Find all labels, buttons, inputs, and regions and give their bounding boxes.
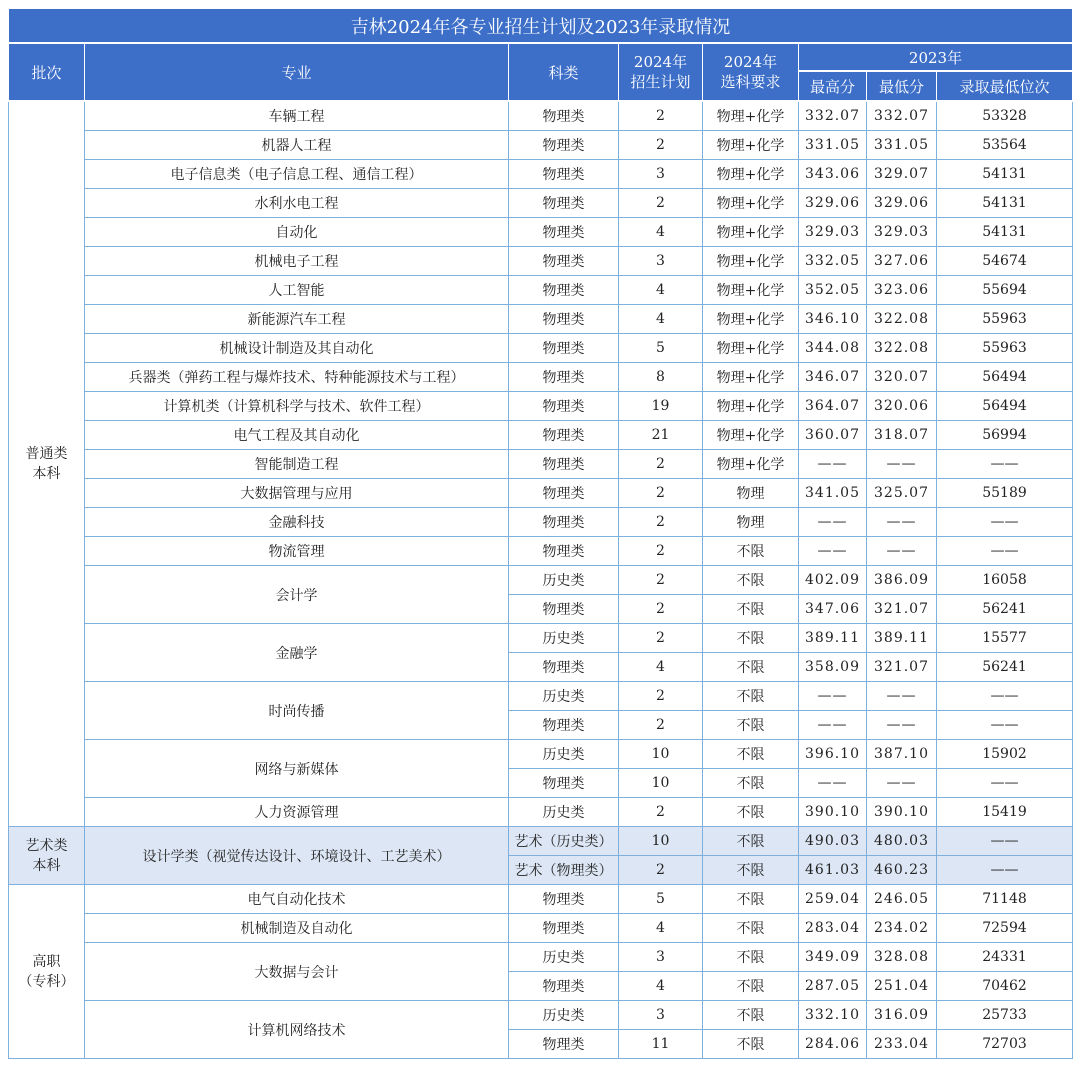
batch-art-line2: 本科	[32, 857, 61, 874]
table-row	[9, 827, 1073, 856]
category-cell: 物理类	[509, 769, 619, 798]
category-cell: 物理类	[509, 101, 619, 131]
max-score-cell: 346.07	[799, 363, 867, 392]
max-score-cell: ——	[799, 508, 867, 537]
min-score-cell: 320.07	[867, 363, 937, 392]
category-cell: 物理类	[509, 653, 619, 682]
subject-requirement-cell: 不限	[703, 856, 799, 885]
category-cell: 物理类	[509, 131, 619, 160]
major-name: 网络与新媒体	[85, 740, 509, 798]
category-cell: 物理类	[509, 914, 619, 943]
max-score-cell: 332.07	[799, 101, 867, 131]
subject-requirement-cell: 不限	[703, 943, 799, 972]
category-cell: 历史类	[509, 740, 619, 769]
subject-requirement-cell: 不限	[703, 711, 799, 740]
subject-requirement-cell: 物理+化学	[703, 101, 799, 131]
max-score-cell: 396.10	[799, 740, 867, 769]
min-score-cell: 321.07	[867, 595, 937, 624]
header-plan	[619, 43, 703, 101]
min-rank-cell: 56241	[937, 653, 1073, 682]
table-row	[9, 276, 1073, 305]
min-rank-cell: 54131	[937, 160, 1073, 189]
table-row	[9, 392, 1073, 421]
min-score-cell: 460.23	[867, 856, 937, 885]
subject-requirement-cell: 不限	[703, 566, 799, 595]
category-cell: 物理类	[509, 885, 619, 914]
major-name: 电子信息类（电子信息工程、通信工程）	[85, 160, 509, 189]
major-name: 金融科技	[85, 508, 509, 537]
category-cell: 艺术（历史类）	[509, 827, 619, 856]
category-cell: 历史类	[509, 682, 619, 711]
plan-count-cell: 4	[619, 276, 703, 305]
category-cell: 物理类	[509, 450, 619, 479]
min-rank-cell: 16058	[937, 566, 1073, 595]
major-name: 计算机网络技术	[85, 1001, 509, 1059]
min-score-cell: 325.07	[867, 479, 937, 508]
category-cell: 历史类	[509, 624, 619, 653]
subject-requirement-cell: 物理+化学	[703, 305, 799, 334]
min-score-cell: ——	[867, 508, 937, 537]
min-score-cell: 389.11	[867, 624, 937, 653]
max-score-cell: 364.07	[799, 392, 867, 421]
subject-requirement-cell: 不限	[703, 682, 799, 711]
table-row	[9, 566, 1073, 595]
max-score-cell: 329.03	[799, 218, 867, 247]
subject-requirement-cell: 不限	[703, 972, 799, 1001]
min-rank-cell: 70462	[937, 972, 1073, 1001]
min-rank-cell: ——	[937, 682, 1073, 711]
table-row	[9, 624, 1073, 653]
min-score-cell: 480.03	[867, 827, 937, 856]
table-row	[9, 101, 1073, 131]
table-row	[9, 334, 1073, 363]
major-name: 电气工程及其自动化	[85, 421, 509, 450]
subject-requirement-cell: 物理+化学	[703, 363, 799, 392]
min-score-cell: ——	[867, 450, 937, 479]
plan-count-cell: 10	[619, 827, 703, 856]
plan-count-cell: 2	[619, 450, 703, 479]
plan-count-cell: 10	[619, 769, 703, 798]
max-score-cell: 332.05	[799, 247, 867, 276]
max-score-cell: ——	[799, 769, 867, 798]
subject-requirement-cell: 不限	[703, 1001, 799, 1030]
plan-count-cell: 2	[619, 131, 703, 160]
min-score-cell: 316.09	[867, 1001, 937, 1030]
table-row	[9, 421, 1073, 450]
plan-count-cell: 2	[619, 508, 703, 537]
min-rank-cell: ——	[937, 769, 1073, 798]
header-max-score: 最高分	[799, 71, 867, 101]
category-cell: 物理类	[509, 1030, 619, 1059]
table-row	[9, 1001, 1073, 1030]
batch-vocational-line2: （专科）	[18, 973, 75, 990]
major-name: 电气自动化技术	[85, 885, 509, 914]
category-cell: 物理类	[509, 421, 619, 450]
category-cell: 物理类	[509, 276, 619, 305]
header-min-rank: 录取最低位次	[937, 71, 1073, 101]
max-score-cell: 360.07	[799, 421, 867, 450]
major-name: 大数据与会计	[85, 943, 509, 1001]
category-cell: 物理类	[509, 189, 619, 218]
subject-requirement-cell: 不限	[703, 827, 799, 856]
max-score-cell: 358.09	[799, 653, 867, 682]
header-year-2023: 2023年	[799, 43, 1073, 71]
min-score-cell: 390.10	[867, 798, 937, 827]
header-category: 科类	[509, 43, 619, 101]
plan-count-cell: 4	[619, 305, 703, 334]
max-score-cell: 284.06	[799, 1030, 867, 1059]
min-score-cell: 387.10	[867, 740, 937, 769]
min-rank-cell: 54131	[937, 189, 1073, 218]
min-rank-cell: 15902	[937, 740, 1073, 769]
major-name: 大数据管理与应用	[85, 479, 509, 508]
max-score-cell: ——	[799, 450, 867, 479]
category-cell: 物理类	[509, 392, 619, 421]
header-plan-line2: 招生计划	[630, 73, 691, 91]
header-plan-line1: 2024年	[633, 53, 688, 71]
batch-vocational	[9, 885, 85, 1059]
subject-requirement-cell: 物理+化学	[703, 334, 799, 363]
subject-requirement-cell: 物理+化学	[703, 421, 799, 450]
min-rank-cell: ——	[937, 827, 1073, 856]
min-rank-cell: 71148	[937, 885, 1073, 914]
plan-count-cell: 2	[619, 624, 703, 653]
major-name: 智能制造工程	[85, 450, 509, 479]
subject-requirement-cell: 物理+化学	[703, 276, 799, 305]
plan-count-cell: 2	[619, 101, 703, 131]
max-score-cell: 349.09	[799, 943, 867, 972]
subject-requirement-cell: 不限	[703, 537, 799, 566]
plan-count-cell: 4	[619, 972, 703, 1001]
plan-count-cell: 5	[619, 334, 703, 363]
category-cell: 物理类	[509, 508, 619, 537]
major-name: 金融学	[85, 624, 509, 682]
admission-table	[8, 8, 1073, 1059]
batch-regular	[9, 101, 85, 827]
table-row	[9, 508, 1073, 537]
plan-count-cell: 4	[619, 218, 703, 247]
category-cell: 历史类	[509, 943, 619, 972]
plan-count-cell: 2	[619, 566, 703, 595]
min-rank-cell: 55963	[937, 334, 1073, 363]
table-row	[9, 885, 1073, 914]
plan-count-cell: 2	[619, 798, 703, 827]
max-score-cell: 343.06	[799, 160, 867, 189]
major-name: 设计学类（视觉传达设计、环境设计、工艺美术）	[85, 827, 509, 885]
table-title: 吉林2024年各专业招生计划及2023年录取情况	[9, 9, 1073, 44]
min-score-cell: ——	[867, 537, 937, 566]
major-name: 物流管理	[85, 537, 509, 566]
max-score-cell: 461.03	[799, 856, 867, 885]
plan-count-cell: 10	[619, 740, 703, 769]
category-cell: 物理类	[509, 218, 619, 247]
min-rank-cell: 55694	[937, 276, 1073, 305]
category-cell: 物理类	[509, 711, 619, 740]
min-rank-cell: ——	[937, 450, 1073, 479]
min-rank-cell: 55189	[937, 479, 1073, 508]
max-score-cell: 287.05	[799, 972, 867, 1001]
min-score-cell: 322.08	[867, 305, 937, 334]
min-rank-cell: 72594	[937, 914, 1073, 943]
major-name: 人力资源管理	[85, 798, 509, 827]
min-score-cell: 318.07	[867, 421, 937, 450]
subject-requirement-cell: 不限	[703, 595, 799, 624]
subject-requirement-cell: 不限	[703, 914, 799, 943]
max-score-cell: 389.11	[799, 624, 867, 653]
max-score-cell: 346.10	[799, 305, 867, 334]
min-rank-cell: 56494	[937, 392, 1073, 421]
subject-requirement-cell: 物理+化学	[703, 160, 799, 189]
min-score-cell: ——	[867, 682, 937, 711]
plan-count-cell: 3	[619, 247, 703, 276]
subject-requirement-cell: 物理	[703, 479, 799, 508]
min-score-cell: 246.05	[867, 885, 937, 914]
max-score-cell: 259.04	[799, 885, 867, 914]
max-score-cell: 332.10	[799, 1001, 867, 1030]
table-row	[9, 537, 1073, 566]
table-row	[9, 914, 1073, 943]
plan-count-cell: 2	[619, 479, 703, 508]
batch-regular-line1: 普通类	[25, 446, 68, 462]
category-cell: 历史类	[509, 1001, 619, 1030]
min-score-cell: ——	[867, 769, 937, 798]
plan-count-cell: 4	[619, 653, 703, 682]
min-rank-cell: 25733	[937, 1001, 1073, 1030]
table-row	[9, 479, 1073, 508]
category-cell: 物理类	[509, 595, 619, 624]
table-row	[9, 131, 1073, 160]
min-rank-cell: 56241	[937, 595, 1073, 624]
category-cell: 物理类	[509, 334, 619, 363]
table-row	[9, 450, 1073, 479]
min-score-cell: 331.05	[867, 131, 937, 160]
max-score-cell: 329.06	[799, 189, 867, 218]
category-cell: 艺术（物理类）	[509, 856, 619, 885]
plan-count-cell: 4	[619, 914, 703, 943]
major-name: 新能源汽车工程	[85, 305, 509, 334]
min-rank-cell: 56494	[937, 363, 1073, 392]
plan-count-cell: 2	[619, 595, 703, 624]
subject-requirement-cell: 不限	[703, 798, 799, 827]
table-row	[9, 682, 1073, 711]
table-row	[9, 740, 1073, 769]
major-name: 计算机类（计算机科学与技术、软件工程）	[85, 392, 509, 421]
max-score-cell: 402.09	[799, 566, 867, 595]
header-requirement	[703, 43, 799, 101]
major-name: 时尚传播	[85, 682, 509, 740]
subject-requirement-cell: 不限	[703, 653, 799, 682]
plan-count-cell: 2	[619, 537, 703, 566]
table-row	[9, 363, 1073, 392]
plan-count-cell: 2	[619, 682, 703, 711]
subject-requirement-cell: 物理+化学	[703, 189, 799, 218]
min-score-cell: 332.07	[867, 101, 937, 131]
min-score-cell: 329.07	[867, 160, 937, 189]
min-rank-cell: 53328	[937, 101, 1073, 131]
table-row	[9, 247, 1073, 276]
plan-count-cell: 5	[619, 885, 703, 914]
category-cell: 物理类	[509, 247, 619, 276]
max-score-cell: 347.06	[799, 595, 867, 624]
max-score-cell: 390.10	[799, 798, 867, 827]
min-score-cell: 323.06	[867, 276, 937, 305]
admission-table-sheet	[8, 8, 1072, 1080]
major-name: 机器人工程	[85, 131, 509, 160]
batch-art	[9, 827, 85, 885]
plan-count-cell: 2	[619, 189, 703, 218]
category-cell: 历史类	[509, 798, 619, 827]
max-score-cell: 352.05	[799, 276, 867, 305]
major-name: 机械设计制造及其自动化	[85, 334, 509, 363]
plan-count-cell: 2	[619, 711, 703, 740]
min-rank-cell: 53564	[937, 131, 1073, 160]
plan-count-cell: 8	[619, 363, 703, 392]
subject-requirement-cell: 物理+化学	[703, 218, 799, 247]
table-row	[9, 160, 1073, 189]
major-name: 会计学	[85, 566, 509, 624]
subject-requirement-cell: 物理+化学	[703, 392, 799, 421]
max-score-cell: 344.08	[799, 334, 867, 363]
min-rank-cell: ——	[937, 508, 1073, 537]
min-rank-cell: ——	[937, 711, 1073, 740]
subject-requirement-cell: 不限	[703, 769, 799, 798]
plan-count-cell: 2	[619, 856, 703, 885]
plan-count-cell: 3	[619, 943, 703, 972]
table-row	[9, 218, 1073, 247]
category-cell: 物理类	[509, 972, 619, 1001]
category-cell: 物理类	[509, 305, 619, 334]
batch-regular-line2: 本科	[32, 466, 61, 482]
min-score-cell: 321.07	[867, 653, 937, 682]
subject-requirement-cell: 物理	[703, 508, 799, 537]
batch-art-line1: 艺术类	[25, 837, 68, 854]
major-name: 水利水电工程	[85, 189, 509, 218]
min-rank-cell: 56994	[937, 421, 1073, 450]
max-score-cell: ——	[799, 537, 867, 566]
min-rank-cell: 24331	[937, 943, 1073, 972]
category-cell: 物理类	[509, 537, 619, 566]
min-score-cell: 234.02	[867, 914, 937, 943]
min-score-cell: 233.04	[867, 1030, 937, 1059]
subject-requirement-cell: 不限	[703, 624, 799, 653]
table-row	[9, 305, 1073, 334]
subject-requirement-cell: 物理+化学	[703, 247, 799, 276]
max-score-cell: 341.05	[799, 479, 867, 508]
header-batch: 批次	[9, 43, 85, 101]
plan-count-cell: 3	[619, 160, 703, 189]
header-req-line1: 2024年	[723, 53, 778, 71]
major-name: 自动化	[85, 218, 509, 247]
batch-vocational-line1: 高职	[32, 953, 61, 970]
category-cell: 历史类	[509, 566, 619, 595]
max-score-cell: 331.05	[799, 131, 867, 160]
min-rank-cell: 15419	[937, 798, 1073, 827]
header-major: 专业	[85, 43, 509, 101]
min-score-cell: 329.03	[867, 218, 937, 247]
min-rank-cell: 54674	[937, 247, 1073, 276]
max-score-cell: 283.04	[799, 914, 867, 943]
plan-count-cell: 21	[619, 421, 703, 450]
min-rank-cell: 72703	[937, 1030, 1073, 1059]
table-row	[9, 943, 1073, 972]
plan-count-cell: 11	[619, 1030, 703, 1059]
subject-requirement-cell: 物理+化学	[703, 450, 799, 479]
min-rank-cell: 54131	[937, 218, 1073, 247]
min-rank-cell: ——	[937, 856, 1073, 885]
table-row	[9, 798, 1073, 827]
header-min-score: 最低分	[867, 71, 937, 101]
major-name: 人工智能	[85, 276, 509, 305]
category-cell: 物理类	[509, 479, 619, 508]
subject-requirement-cell: 物理+化学	[703, 131, 799, 160]
min-score-cell: ——	[867, 711, 937, 740]
min-rank-cell: 55963	[937, 305, 1073, 334]
major-name: 机械制造及自动化	[85, 914, 509, 943]
min-score-cell: 322.08	[867, 334, 937, 363]
table-row	[9, 189, 1073, 218]
max-score-cell: 490.03	[799, 827, 867, 856]
min-score-cell: 328.08	[867, 943, 937, 972]
min-score-cell: 329.06	[867, 189, 937, 218]
major-name: 机械电子工程	[85, 247, 509, 276]
major-name: 兵器类（弹药工程与爆炸技术、特种能源技术与工程）	[85, 363, 509, 392]
min-score-cell: 251.04	[867, 972, 937, 1001]
max-score-cell: ——	[799, 682, 867, 711]
min-rank-cell: 15577	[937, 624, 1073, 653]
min-score-cell: 320.06	[867, 392, 937, 421]
min-score-cell: 386.09	[867, 566, 937, 595]
subject-requirement-cell: 不限	[703, 885, 799, 914]
category-cell: 物理类	[509, 160, 619, 189]
min-score-cell: 327.06	[867, 247, 937, 276]
plan-count-cell: 19	[619, 392, 703, 421]
major-name: 车辆工程	[85, 101, 509, 131]
max-score-cell: ——	[799, 711, 867, 740]
plan-count-cell: 3	[619, 1001, 703, 1030]
header-req-line2: 选科要求	[720, 73, 781, 91]
category-cell: 物理类	[509, 363, 619, 392]
subject-requirement-cell: 不限	[703, 1030, 799, 1059]
subject-requirement-cell: 不限	[703, 740, 799, 769]
min-rank-cell: ——	[937, 537, 1073, 566]
